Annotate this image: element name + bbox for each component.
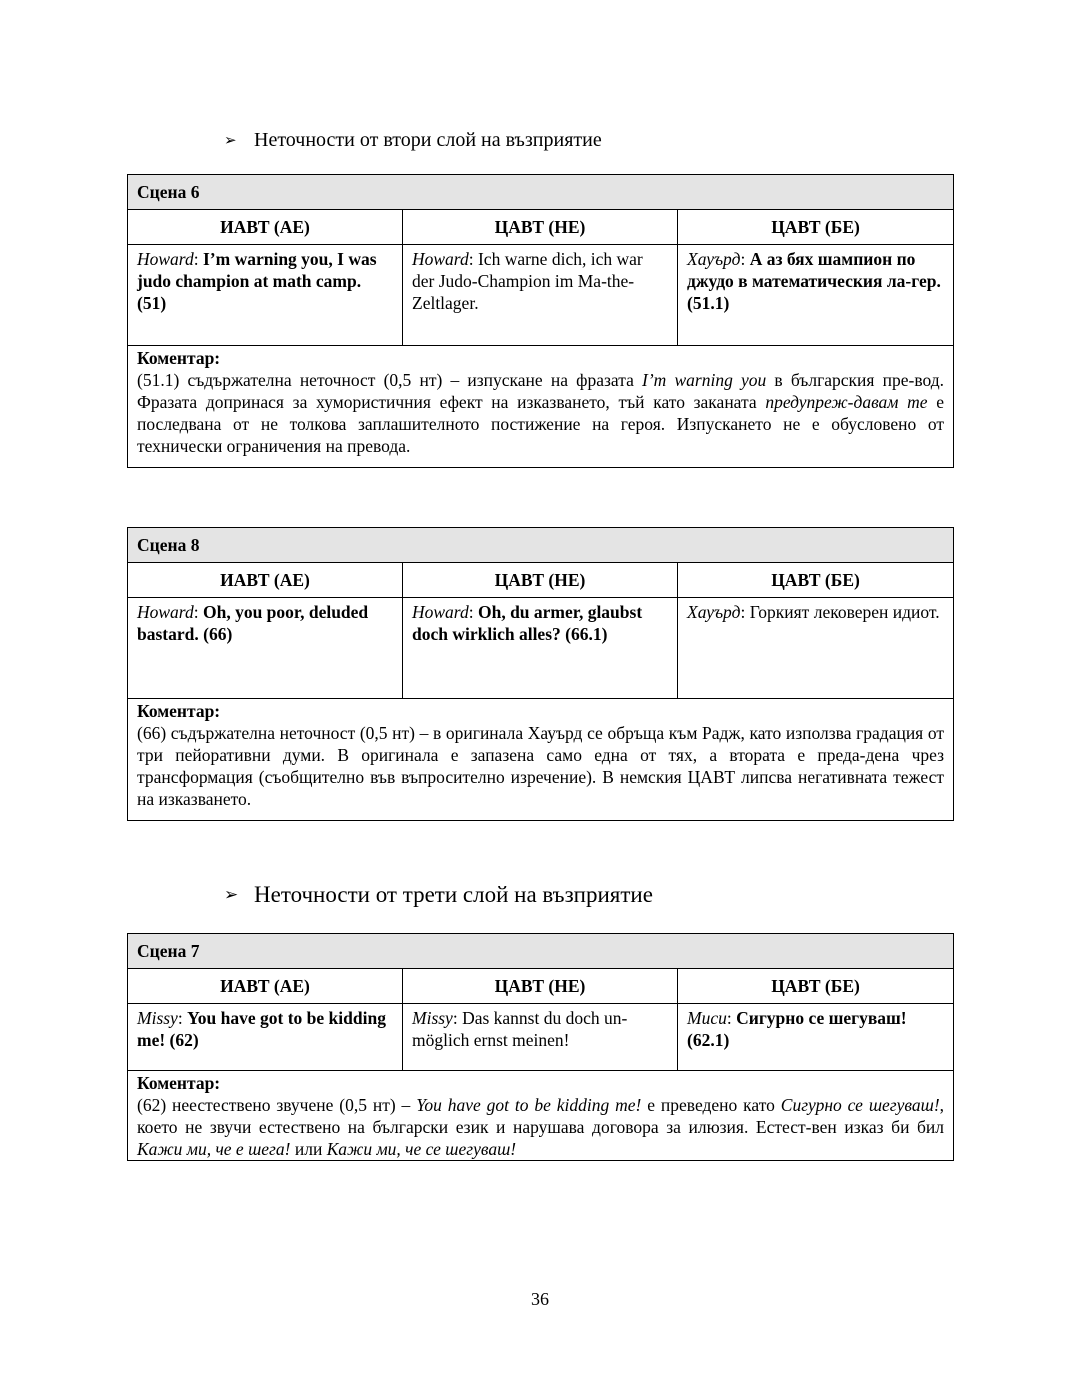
comment-label: Коментар: xyxy=(137,348,221,368)
source-cell: Howard: I’m warning you, I was judo champion at math camp. (51) xyxy=(128,245,403,346)
comment-cell xyxy=(128,346,954,468)
column-header-source: ИАВТ (АЕ) xyxy=(128,969,403,1004)
column-header-source: ИАВТ (АЕ) xyxy=(128,210,403,245)
comment-text: (51.1) съдържателна неточност (0,5 нт) – изпускане на фразата I’m warning you в българския пре-вод. Фразата допринася за хумористичния ефект на изказването, тъй като заканата предупреж-давам те е последвана от не толкова заплашителното постижение на героя. Изпускането не е обусловено от технически ограничения на превода. xyxy=(137,370,945,456)
comment-cell xyxy=(128,699,954,821)
scene-6-table xyxy=(127,174,954,468)
comment-cell xyxy=(128,1071,954,1161)
german-cell: Howard: Oh, du armer, glaubst doch wirklich alles? (66.1) xyxy=(403,598,678,699)
page-number: 36 xyxy=(531,1289,549,1309)
column-header-german: ЦАВТ (НЕ) xyxy=(403,969,678,1004)
arrow-bullet-icon: ➢ xyxy=(224,131,237,149)
source-cell: Missy: You have got to be kidding me! (62) xyxy=(128,1004,403,1071)
comment-text: (62) неестествено звучене (0,5 нт) – You have got to be kidding me! е преведено като Сигурно се шегуваш!, което не звучи естествено на български език и нарушава договора за илюзия. Естест-вен изказ би бил Кажи ми, че е шега! или Кажи ми, че се шегуваш! xyxy=(137,1095,945,1159)
scene-title: Сцена 6 xyxy=(128,175,954,210)
comment-label: Коментар: xyxy=(137,1073,221,1093)
german-cell: Missy: Das kannst du doch un-möglich ernst meinen! xyxy=(403,1004,678,1071)
german-cell: Howard: Ich warne dich, ich war der Judo-Champion im Ma-the-Zeltlager. xyxy=(403,245,678,346)
column-header-source: ИАВТ (АЕ) xyxy=(128,563,403,598)
bulgarian-cell: Хауърд: Горкият лековерен идиот. xyxy=(678,598,954,699)
section-heading-text: Неточности от втори слой на възприятие xyxy=(254,129,602,151)
column-header-german: ЦАВТ (НЕ) xyxy=(403,210,678,245)
source-cell: Howard: Oh, you poor, deluded bastard. (66) xyxy=(128,598,403,699)
bulgarian-cell: Хауърд: А аз бях шампион по джудо в математическия ла-гер. (51.1) xyxy=(678,245,954,346)
bulgarian-cell: Миси: Сигурно се шегуваш! (62.1) xyxy=(678,1004,954,1071)
scene-title: Сцена 8 xyxy=(128,528,954,563)
column-header-bulgarian: ЦАВТ (БЕ) xyxy=(678,969,954,1004)
scene-7-table xyxy=(127,933,954,1161)
comment-text: (66) съдържателна неточност (0,5 нт) – в оригинала Хауърд се обръща към Радж, като използва градация от три пейоративни думи. В оригинала е запазена само една от тях, а втората е преда-дена чрез трансформация (съобщително във въпросително изречение). В немския ЦАВТ липсва негативната тежест на изказването. xyxy=(137,723,945,809)
column-header-german: ЦАВТ (НЕ) xyxy=(403,563,678,598)
section-heading-text: Неточности от трети слой на възприятие xyxy=(254,882,653,907)
section-heading-second-layer xyxy=(224,128,602,152)
scene-8-table xyxy=(127,527,954,821)
section-heading-third-layer xyxy=(224,883,653,907)
column-header-bulgarian: ЦАВТ (БЕ) xyxy=(678,210,954,245)
scene-title: Сцена 7 xyxy=(128,934,954,969)
comment-label: Коментар: xyxy=(137,701,221,721)
column-header-bulgarian: ЦАВТ (БЕ) xyxy=(678,563,954,598)
arrow-bullet-icon: ➢ xyxy=(224,885,239,905)
